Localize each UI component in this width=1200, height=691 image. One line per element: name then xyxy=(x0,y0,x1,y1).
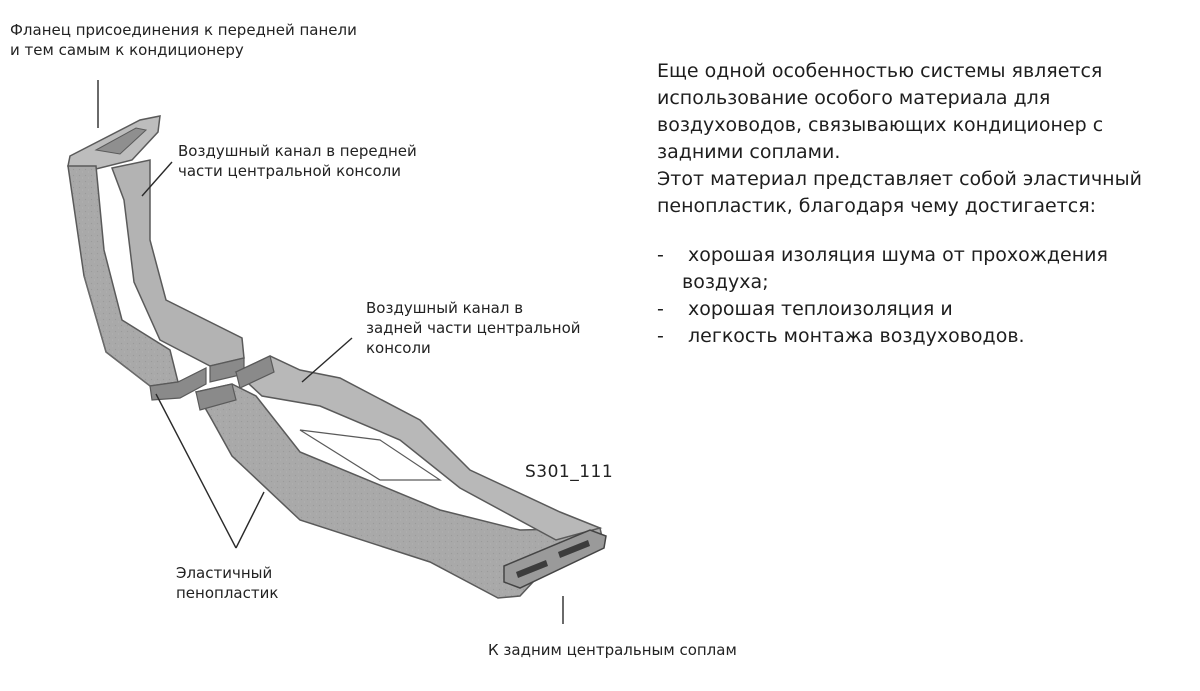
intro-paragraph: Еще одной особенностью системы является использование особого материала для воздуховодов, связывающих кондиционер с задними соплами. Этот материал представляет собой эластичный пенопластик, благодаря чему достигается: xyxy=(657,60,1142,217)
benefits-list xyxy=(657,242,1197,350)
rear-duct-label: Воздушный канал в задней части центральной консоли xyxy=(366,299,581,357)
list-item: - легкость монтажа воздуховодов. xyxy=(657,323,1197,350)
foam-label: Эластичный пенопластик xyxy=(176,564,279,602)
foam-leader-right xyxy=(236,492,264,548)
list-item: - хорошая теплоизоляция и xyxy=(657,296,1197,323)
bullet-marker: - xyxy=(657,244,664,266)
front-duct-label: Воздушный канал в передней части центральной консоли xyxy=(178,142,417,180)
bullet-marker: - xyxy=(657,298,664,320)
bullet-marker: - xyxy=(657,325,664,347)
nozzles-label: К задним центральным соплам xyxy=(488,641,737,659)
list-item: - хорошая изоляция шума от прохождения воздуха; xyxy=(657,244,1108,293)
description-text xyxy=(657,58,1197,350)
figure-id: S301_111 xyxy=(525,462,614,482)
flange-label: Фланец присоединения к передней панели и тем самым к кондиционеру xyxy=(10,21,357,59)
